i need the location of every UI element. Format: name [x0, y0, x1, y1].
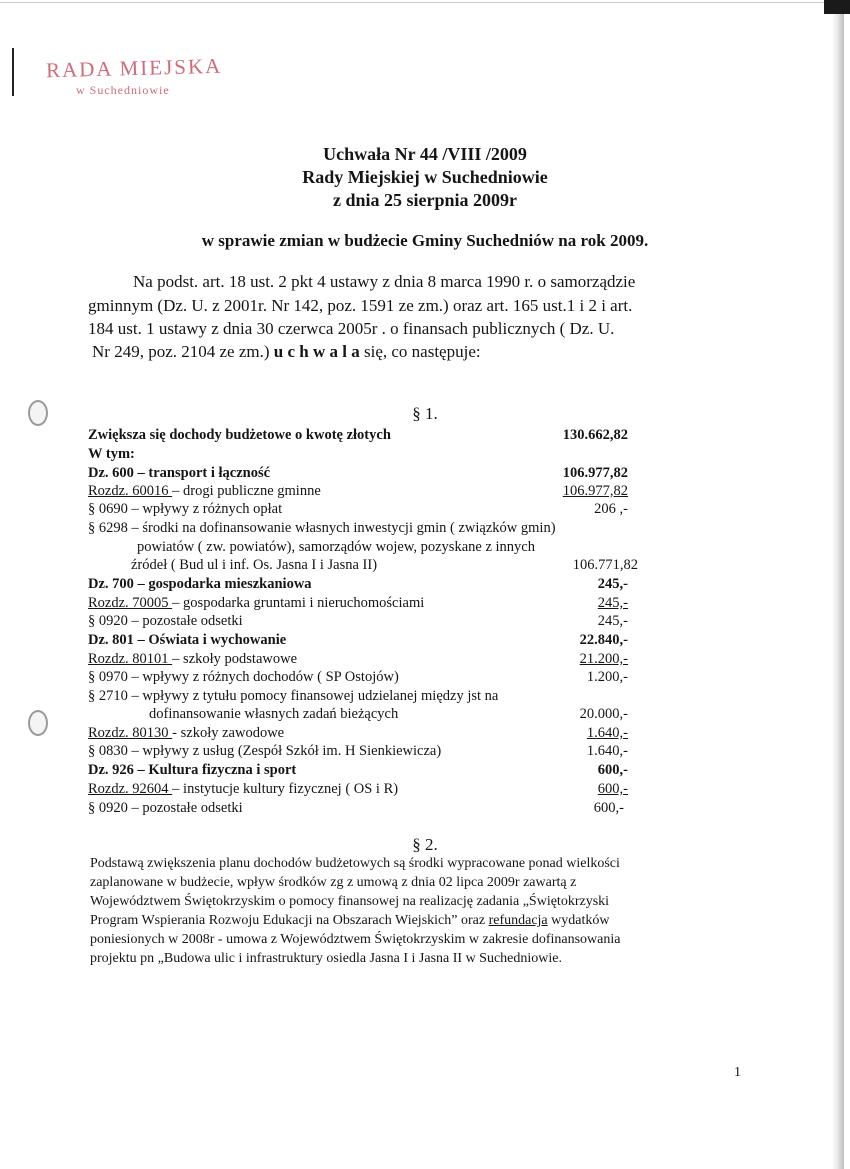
preamble-line-1: Na podst. art. 18 ust. 2 pkt 4 ustawy z dnia 8 marca 1990 r. o samorządzie: [133, 272, 636, 291]
total-income-value: 130.662,82: [562, 427, 628, 443]
para-0830-value: 1.640,-: [586, 743, 628, 759]
resolution-subject: w sprawie zmian w budżecie Gminy Suchedniów na rok 2009.: [201, 231, 649, 250]
chapter-70005-label: – gospodarka gruntami i nieruchomościami: [172, 595, 425, 611]
section-2-heading: § 2.: [412, 835, 438, 854]
para-0970-value: 1.200,-: [586, 669, 628, 685]
scan-corner-shadow: [824, 0, 850, 14]
chapter-80130-code: Rozdz. 80130: [88, 725, 173, 741]
division-801-label: Dz. 801 – Oświata i wychowanie: [88, 632, 287, 648]
para-0920-b-label: § 0920 – pozostałe odsetki: [88, 800, 243, 816]
para-6298-line-3: źródeł ( Bud ul i inf. Os. Jasna I i Jasna II): [131, 557, 378, 573]
para-0920-b-value: 600,-: [593, 800, 624, 816]
preamble-resolves: u c h w a l a: [273, 342, 360, 361]
chapter-60016-value: 106.977,82: [562, 483, 628, 499]
section-2-line-4: [90, 913, 609, 929]
chapter-70005-value: 245,-: [597, 595, 628, 611]
section-2-refund-word: refundacja: [488, 913, 548, 928]
preamble-line-4-start: Nr 249, poz. 2104 ze zm.): [92, 342, 274, 361]
resolution-number: Uchwała Nr 44 /VIII /2009: [323, 144, 527, 164]
division-600-value: 106.977,82: [562, 465, 628, 481]
section-2-line-2: zaplanowane w budżecie, wpływ środków zg z umową z dnia 02 lipca 2009r zawartą z: [90, 875, 577, 890]
section-2-line-1: Podstawą zwiększenia planu dochodów budżetowych są środki wypracowane ponad wielkości: [90, 856, 620, 871]
section-2-line-4-start: Program Wspierania Rozwoju Edukacji na Obszarach Wiejskich” oraz: [90, 913, 489, 928]
margin-mark: [12, 48, 14, 96]
page-number: 1: [734, 1065, 741, 1080]
preamble-line-3: 184 ust. 1 ustawy z dnia 30 czerwca 2005r . o finansach publicznych ( Dz. U.: [88, 319, 615, 338]
chapter-70005-code: Rozdz. 70005: [88, 595, 173, 611]
preamble-line-4-end: się, co następuje:: [359, 342, 481, 361]
scan-top-edge: [0, 2, 850, 3]
para-6298-line-1: § 6298 – środki na dofinansowanie własnych inwestycji gmin ( związków gmin): [88, 520, 556, 536]
chapter-80130-row: [88, 725, 284, 742]
para-2710-value: 20.000,-: [579, 706, 628, 722]
division-700-value: 245,-: [597, 576, 628, 592]
para-0920-a-value: 245,-: [597, 613, 628, 629]
para-0970-label: § 0970 – wpływy z różnych dochodów ( SP Ostojów): [88, 669, 399, 685]
para-0830-label: § 0830 – wpływy z usług (Zespół Szkół im. H Sienkiewicza): [88, 743, 442, 759]
chapter-80101-code: Rozdz. 80101: [88, 651, 173, 667]
chapter-92604-row: [88, 781, 398, 798]
section-1-heading: § 1.: [412, 404, 438, 423]
para-0920-a-label: § 0920 – pozostałe odsetki: [88, 613, 243, 629]
total-income-label: Zwiększa się dochody budżetowe o kwotę złotych: [88, 427, 391, 443]
division-600-label: Dz. 600 – transport i łączność: [88, 465, 271, 481]
section-2-line-5: poniesionych w 2008r - umowa z Województwem Świętokrzyskim w zakresie dofinansowania: [90, 932, 621, 947]
resolution-council: Rady Miejskiej w Suchedniowie: [302, 167, 548, 187]
section-2-line-4-end: wydatków: [547, 913, 610, 928]
chapter-70005-row: [88, 595, 424, 612]
council-stamp: [45, 53, 223, 98]
preamble-line-2: gminnym (Dz. U. z 2001r. Nr 142, poz. 1591 ze zm.) oraz art. 165 ust.1 i 2 i art.: [88, 296, 633, 315]
punch-hole-icon: [28, 710, 48, 736]
chapter-60016-label: – drogi publiczne gminne: [172, 483, 321, 499]
para-0690-label: § 0690 – wpływy z różnych opłat: [88, 501, 283, 517]
para-0690-value: 206 ,-: [594, 501, 628, 517]
chapter-92604-value: 600,-: [597, 781, 628, 797]
division-926-value: 600,-: [597, 762, 628, 778]
division-926-label: Dz. 926 – Kultura fizyczna i sport: [88, 762, 297, 778]
resolution-date: z dnia 25 sierpnia 2009r: [332, 190, 517, 210]
para-6298-value: 106.771,82: [572, 557, 638, 573]
chapter-80101-label: – szkoły podstawowe: [172, 651, 298, 667]
chapter-80101-value: 21.200,-: [579, 651, 628, 667]
chapter-60016-code: Rozdz. 60016: [88, 483, 173, 499]
division-801-value: 22.840,-: [579, 632, 628, 648]
para-2710-line-1: § 2710 – wpływy z tytułu pomocy finansowej udzielanej między jst na: [88, 688, 499, 704]
para-6298-line-2: powiatów ( zw. powiatów), samorządów wojew, pozyskane z innych: [137, 539, 535, 555]
para-2710-line-2: dofinansowanie własnych zadań bieżących: [149, 706, 399, 722]
chapter-92604-label: – instytucje kultury fizycznej ( OS i R): [172, 781, 399, 797]
division-700-label: Dz. 700 – gospodarka mieszkaniowa: [88, 576, 312, 592]
section-2-line-6: projektu pn „Budowa ulic i infrastruktury osiedla Jasna I i Jasna II w Suchedniowie.: [90, 951, 563, 966]
chapter-80101-row: [88, 651, 297, 668]
chapter-92604-code: Rozdz. 92604: [88, 781, 173, 797]
chapter-80130-value: 1.640,-: [586, 725, 628, 741]
stamp-line-2: w Suchedniowie: [76, 83, 170, 97]
chapter-60016-row: [88, 483, 321, 500]
section-2-line-3: Województwem Świętokrzyskim o pomocy finansowej na realizację zadania „Świętokrzyski: [90, 894, 610, 909]
preamble-line-4: [92, 342, 481, 362]
in-that-label: W tym:: [88, 446, 135, 462]
stamp-line-1: RADA MIEJSKA: [45, 53, 223, 83]
chapter-80130-label: - szkoły zawodowe: [172, 725, 285, 741]
